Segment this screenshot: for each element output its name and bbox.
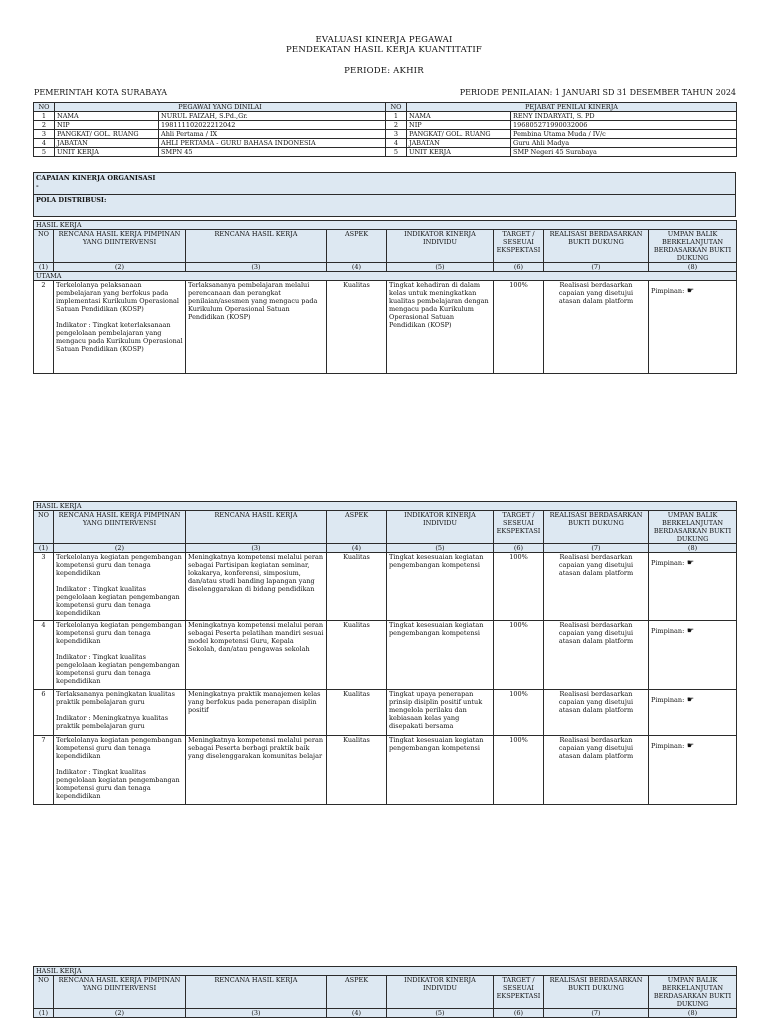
rencana-cell: Meningkatnya praktik manajemen kelas yang berfokus pada penerapan disiplin positif [186, 690, 327, 736]
pejabat-row-value: SMP Negeri 45 Surabaya [511, 148, 737, 157]
section-title-row [34, 502, 737, 511]
indikator-cell: Tingkat kesesuaian kegiatan pengembangan kompetensi [387, 553, 494, 621]
column-number: (6) [494, 544, 544, 553]
pointing-hand-icon[interactable]: ☛ [684, 558, 695, 567]
pegawai-row-no: 4 [34, 139, 55, 148]
rencana-pimpinan-cell: Terkelolanya kegiatan pengembangan kompetensi guru dan tenaga kependidikan Indikator : Tingkat kualitas pengelolaan kegiatan pengembangan kompetensi guru dan tenaga kependidikan [54, 621, 186, 690]
column-number: (7) [544, 544, 649, 553]
pola-distribusi-bar [33, 194, 736, 217]
pegawai-row-no: 3 [34, 130, 55, 139]
aspek-cell: Kualitas [327, 736, 387, 805]
doc-title: EVALUASI KINERJA PEGAWAI [315, 35, 453, 45]
pegawai-row-label: NAMA [55, 112, 159, 121]
umpan-balik-cell [649, 553, 737, 621]
pegawai-row-label: JABATAN [55, 139, 159, 148]
col-rencana-header: RENCANA HASIL KERJA [186, 230, 327, 263]
column-number: (2) [54, 263, 186, 272]
pejabat-row-label: NIP [407, 121, 511, 130]
pimpinan-label: Pimpinan: [651, 696, 685, 704]
col-rencana-header: RENCANA HASIL KERJA [186, 511, 327, 544]
column-number: (8) [649, 263, 737, 272]
pegawai-row-value: 198111102022212042 [159, 121, 386, 130]
row-no: 4 [34, 621, 54, 690]
pegawai-row-no: 2 [34, 121, 55, 130]
hasil-kerja-row [34, 281, 737, 374]
pegawai-row-value: SMPN 45 [159, 148, 386, 157]
pegawai-row-label: UNIT KERJA [55, 148, 159, 157]
column-number-row [34, 1009, 737, 1018]
rencana-pimpinan-cell: Terlaksananya peningkatan kualitas praktik pembelajaran guru Indikator : Meningkatnya kualitas praktik pembelajaran guru [54, 690, 186, 736]
pejabat-row-label: UNIT KERJA [407, 148, 511, 157]
pimpinan-label: Pimpinan: [651, 742, 685, 750]
pejabat-row-no: 3 [386, 130, 407, 139]
col-no-header: NO [34, 511, 54, 544]
doc-periode: PERIODE: AKHIR [344, 66, 424, 76]
umpan-balik-cell [649, 281, 737, 374]
rencana-pimpinan-cell: Terkelolanya kegiatan pengembangan kompetensi guru dan tenaga kependidikan Indikator : Tingkat kualitas pengelolaan kegiatan pengembangan kompetensi guru dan tenaga kependidikan [54, 736, 186, 805]
col-realisasi-header: REALISASI BERDASARKAN BUKTI DUKUNG [544, 230, 649, 263]
pimpinan-label: Pimpinan: [651, 627, 685, 635]
pointing-hand-icon[interactable]: ☛ [684, 695, 695, 704]
indikator-cell: Tingkat kehadiran di dalam kelas untuk meningkatkan kualitas pembelajaran dengan mengacu pada Kurikulum Operasional Satuan Pendidikan (KOSP) [387, 281, 494, 374]
hasil-kerja-table-1 [33, 220, 737, 374]
column-number: (3) [186, 1009, 327, 1018]
hasil-kerja-title: HASIL KERJA [34, 221, 737, 230]
capaian-value: - [36, 182, 39, 190]
rencana-pimpinan-cell: Terkelolanya kegiatan pengembangan kompetensi guru dan tenaga kependidikan Indikator : Tingkat kualitas pengelolaan kegiatan pengembangan kompetensi guru dan tenaga kependidikan [54, 553, 186, 621]
realisasi-cell: Realisasi berdasarkan capaian yang disetujui atasan dalam platform [544, 281, 649, 374]
aspek-cell: Kualitas [327, 690, 387, 736]
pejabat-row-label: NAMA [407, 112, 511, 121]
identity-row [34, 112, 737, 121]
col-aspek-header: ASPEK [327, 976, 387, 1009]
utama-label: UTAMA [34, 272, 737, 281]
pegawai-row-label: NIP [55, 121, 159, 130]
rencana-cell: Meningkatnya kompetensi melalui peran sebagai Peserta pelatihan mandiri sesuai model kompetensi Guru, Kepala Sekolah, dan/atau pengawas sekolah [186, 621, 327, 690]
column-number: (3) [186, 544, 327, 553]
pejabat-title: PEJABAT PENILAI KINERJA [407, 103, 737, 112]
column-number: (6) [494, 263, 544, 272]
aspek-cell: Kualitas [327, 281, 387, 374]
hasil-kerja-row [34, 553, 737, 621]
pejabat-row-label: PANGKAT/ GOL. RUANG [407, 130, 511, 139]
utama-row [34, 272, 737, 281]
column-number: (4) [327, 1009, 387, 1018]
pimpinan-label: Pimpinan: [651, 287, 685, 295]
col-target-header: TARGET / SESEUAI EKSPEKTASI [494, 511, 544, 544]
pejabat-row-value: RENY INDARYATI, S. PD [511, 112, 737, 121]
pejabat-row-no: 5 [386, 148, 407, 157]
aspek-cell: Kualitas [327, 621, 387, 690]
realisasi-cell: Realisasi berdasarkan capaian yang disetujui atasan dalam platform [544, 690, 649, 736]
column-number: (8) [649, 544, 737, 553]
pegawai-pejabat-table [33, 102, 737, 157]
hasil-kerja-row [34, 621, 737, 690]
indikator-cell: Tingkat kesesuaian kegiatan pengembangan kompetensi [387, 736, 494, 805]
pointing-hand-icon[interactable]: ☛ [684, 286, 695, 295]
hasil-kerja-table-3 [33, 966, 737, 1018]
column-header-row [34, 230, 737, 263]
column-number: (1) [34, 263, 54, 272]
col-no-header: NO [34, 976, 54, 1009]
pegawai-row-no: 5 [34, 148, 55, 157]
instansi-label: PEMERINTAH KOTA SURABAYA [34, 88, 167, 97]
pegawai-title: PEGAWAI YANG DINILAI [55, 103, 386, 112]
pointing-hand-icon[interactable]: ☛ [684, 626, 695, 635]
col-realisasi-header: REALISASI BERDASARKAN BUKTI DUKUNG [544, 976, 649, 1009]
indikator-cell: Tingkat kesesuaian kegiatan pengembangan kompetensi [387, 621, 494, 690]
periode-penilaian: PERIODE PENILAIAN: 1 JANUARI SD 31 DESEMBER TAHUN 2024 [459, 88, 736, 97]
pejabat-row-value: 196805271990032006 [511, 121, 737, 130]
row-no: 3 [34, 553, 54, 621]
column-number: (1) [34, 1009, 54, 1018]
target-cell: 100% [494, 690, 544, 736]
pegawai-row-value: AHLI PERTAMA - GURU BAHASA INDONESIA [159, 139, 386, 148]
realisasi-cell: Realisasi berdasarkan capaian yang disetujui atasan dalam platform [544, 553, 649, 621]
pimpinan-label: Pimpinan: [651, 559, 685, 567]
aspek-cell: Kualitas [327, 553, 387, 621]
target-cell: 100% [494, 621, 544, 690]
column-number-row [34, 263, 737, 272]
meta-line [34, 88, 736, 97]
row-no: 7 [34, 736, 54, 805]
col-rencana-pimpinan-header: RENCANA HASIL KERJA PIMPINAN YANG DIINTERVENSI [54, 511, 186, 544]
col-realisasi-header: REALISASI BERDASARKAN BUKTI DUKUNG [544, 511, 649, 544]
hasil-kerja-table-2 [33, 501, 737, 805]
pegawai-row-label: PANGKAT/ GOL. RUANG [55, 130, 159, 139]
col-aspek-header: ASPEK [327, 230, 387, 263]
hasil-kerja-title: HASIL KERJA [34, 502, 737, 511]
hasil-kerja-title: HASIL KERJA [34, 967, 737, 976]
col-indikator-header: INDIKATOR KINERJA INDIVIDU [387, 976, 494, 1009]
realisasi-cell: Realisasi berdasarkan capaian yang disetujui atasan dalam platform [544, 736, 649, 805]
column-number-row [34, 544, 737, 553]
capaian-label: CAPAIAN KINERJA ORGANISASI [36, 174, 156, 182]
target-cell: 100% [494, 281, 544, 374]
column-number: (5) [387, 544, 494, 553]
umpan-balik-cell [649, 736, 737, 805]
pegawai-row-value: Ahli Pertama / IX [159, 130, 386, 139]
column-header-row [34, 511, 737, 544]
pegawai-header-row [34, 103, 737, 112]
column-number: (6) [494, 1009, 544, 1018]
column-number: (4) [327, 263, 387, 272]
column-number: (7) [544, 263, 649, 272]
hasil-kerja-row [34, 690, 737, 736]
column-number: (7) [544, 1009, 649, 1018]
col-aspek-header: ASPEK [327, 511, 387, 544]
column-number: (5) [387, 1009, 494, 1018]
pejabat-row-no: 1 [386, 112, 407, 121]
rencana-pimpinan-cell: Terkelolanya pelaksanaan pembelajaran yang berfokus pada implementasi Kurikulum Operasional Satuan Pendidikan (KOSP) Indikator : Tingkat keterlaksanaan pengelolaan pembelajaran yang mengacu pada Kurikulum Operasional Satuan Pendidikan (KOSP) [54, 281, 186, 374]
target-cell: 100% [494, 553, 544, 621]
row-no: 6 [34, 690, 54, 736]
col-rencana-pimpinan-header: RENCANA HASIL KERJA PIMPINAN YANG DIINTERVENSI [54, 230, 186, 263]
identity-row [34, 130, 737, 139]
pejabat-row-value: Guru Ahli Madya [511, 139, 737, 148]
column-number: (2) [54, 1009, 186, 1018]
pola-label: POLA DISTRIBUSI: [36, 196, 107, 204]
hasil-kerja-row [34, 736, 737, 805]
target-cell: 100% [494, 736, 544, 805]
column-number: (5) [387, 263, 494, 272]
col-umpan-header: UMPAN BALIK BERKELANJUTAN BERDASARKAN BUKTI DUKUNG [649, 230, 737, 263]
pejabat-row-value: Pembina Utama Muda / IV/c [511, 130, 737, 139]
column-number: (4) [327, 544, 387, 553]
col-umpan-header: UMPAN BALIK BERKELANJUTAN BERDASARKAN BUKTI DUKUNG [649, 976, 737, 1009]
col-rencana-header: RENCANA HASIL KERJA [186, 976, 327, 1009]
col-umpan-header: UMPAN BALIK BERKELANJUTAN BERDASARKAN BUKTI DUKUNG [649, 511, 737, 544]
rencana-cell: Meningkatnya kompetensi melalui peran sebagai Peserta berbagi praktik baik yang diselenggarakan komunitas belajar [186, 736, 327, 805]
identity-row [34, 148, 737, 157]
identity-row [34, 121, 737, 130]
column-number: (1) [34, 544, 54, 553]
col-rencana-pimpinan-header: RENCANA HASIL KERJA PIMPINAN YANG DIINTERVENSI [54, 976, 186, 1009]
col-no: NO [34, 103, 55, 112]
capaian-kinerja-bar [33, 172, 736, 195]
col-no: NO [386, 103, 407, 112]
indikator-cell: Tingkat upaya penerapan prinsip disiplin positif untuk mengelola perilaku dan kebiasaan kelas yang disepakati bersama [387, 690, 494, 736]
section-title-row [34, 221, 737, 230]
pejabat-row-no: 4 [386, 139, 407, 148]
pejabat-row-no: 2 [386, 121, 407, 130]
column-number: (2) [54, 544, 186, 553]
section-title-row [34, 967, 737, 976]
column-number: (3) [186, 263, 327, 272]
column-number: (8) [649, 1009, 737, 1018]
row-no: 2 [34, 281, 54, 374]
col-indikator-header: INDIKATOR KINERJA INDIVIDU [387, 511, 494, 544]
umpan-balik-cell [649, 690, 737, 736]
rencana-cell: Terlaksananya pembelajaran melalui perencanaan dan perangkat penilaian/asesmen yang mengacu pada Kurikulum Operasional Satuan Pendidikan (KOSP) [186, 281, 327, 374]
identity-row [34, 139, 737, 148]
pointing-hand-icon[interactable]: ☛ [684, 741, 695, 750]
col-indikator-header: INDIKATOR KINERJA INDIVIDU [387, 230, 494, 263]
col-target-header: TARGET / SESEUAI EKSPEKTASI [494, 976, 544, 1009]
column-header-row [34, 976, 737, 1009]
pegawai-row-value: NURUL FAIZAH, S.Pd.,Gr. [159, 112, 386, 121]
pegawai-row-no: 1 [34, 112, 55, 121]
umpan-balik-cell [649, 621, 737, 690]
doc-subtitle: PENDEKATAN HASIL KERJA KUANTITATIF [286, 45, 482, 55]
col-no-header: NO [34, 230, 54, 263]
realisasi-cell: Realisasi berdasarkan capaian yang disetujui atasan dalam platform [544, 621, 649, 690]
col-target-header: TARGET / SESEUAI EKSPEKTASI [494, 230, 544, 263]
pejabat-row-label: JABATAN [407, 139, 511, 148]
rencana-cell: Meningkatnya kompetensi melalui peran sebagai Partisipan kegiatan seminar, lokakarya, konferensi, simposium, dan/atau studi banding lapangan yang diselenggarakan di bidang pendidikan [186, 553, 327, 621]
